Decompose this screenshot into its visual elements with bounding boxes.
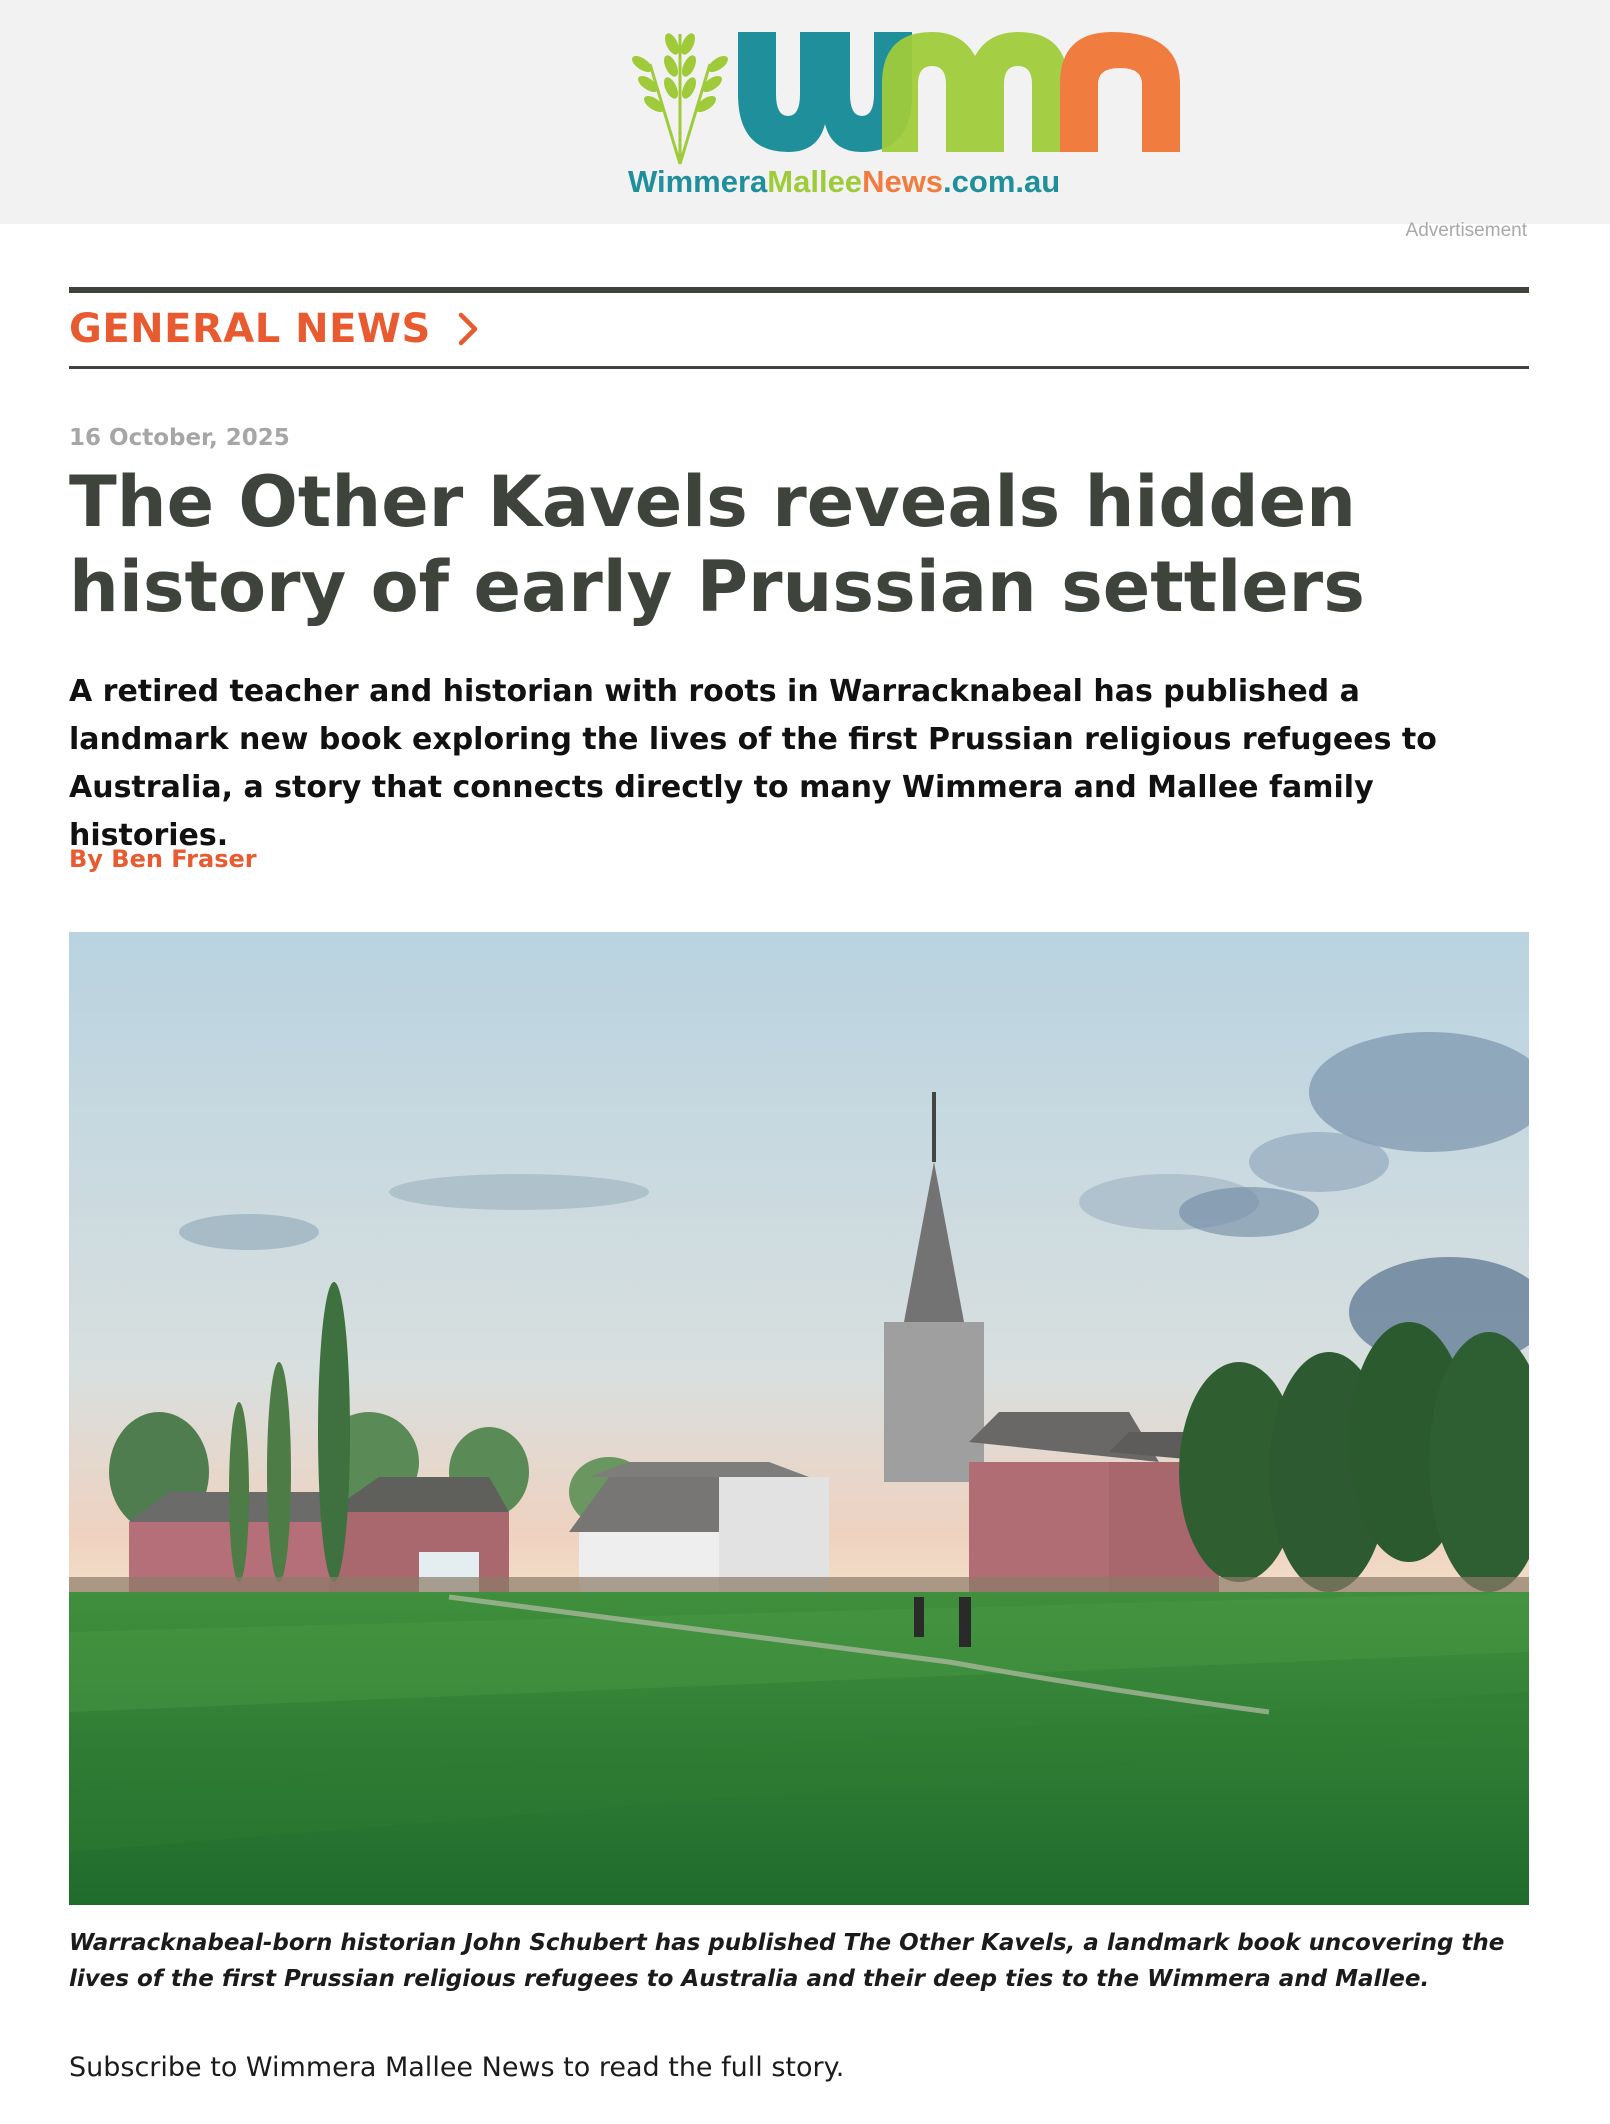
site-logo[interactable] — [620, 24, 1220, 204]
section-divider-top — [69, 287, 1529, 293]
article-standfirst: A retired teacher and historian with roots in Warracknabeal has published a landmark new book exploring the lives of the first Prussian religious refugees to Australia, a story that connects directly to many Wimmera and Mallee family histories. — [69, 674, 1437, 853]
section-link-general-news[interactable] — [69, 306, 483, 352]
wheat-icon — [630, 32, 730, 164]
advertisement-label: Advertisement — [1405, 220, 1527, 241]
article-headline: The Other Kavels reveals hidden history of early Prussian settlers — [69, 461, 1365, 628]
chevron-right-icon — [453, 309, 483, 349]
article-date: 16 October, 2025 — [69, 425, 290, 451]
site-header — [0, 0, 1610, 224]
section-label: GENERAL NEWS — [69, 306, 431, 352]
logo-text-wimmera: Wimmera — [628, 164, 768, 199]
article-hero-image[interactable] — [69, 932, 1529, 1905]
author-byline[interactable]: By Ben Fraser — [69, 845, 257, 873]
logo-text-mallee: Mallee — [767, 164, 863, 199]
section-divider-bottom — [69, 366, 1529, 369]
logo-text-news: News — [862, 164, 944, 199]
image-caption: Warracknabeal-born historian John Schubert has published The Other Kavels, a landmark book uncovering the lives of the first Prussian religious refugees to Australia and their deep ties to the Wimmera and Mallee. — [69, 1930, 1505, 1992]
subscribe-prompt[interactable]: Subscribe to Wimmera Mallee News to read the full story. — [69, 2052, 845, 2083]
logo-text-domain: .com.au — [943, 164, 1061, 199]
svg-text:WimmeraMalleeNews.com.au — [628, 164, 1060, 199]
